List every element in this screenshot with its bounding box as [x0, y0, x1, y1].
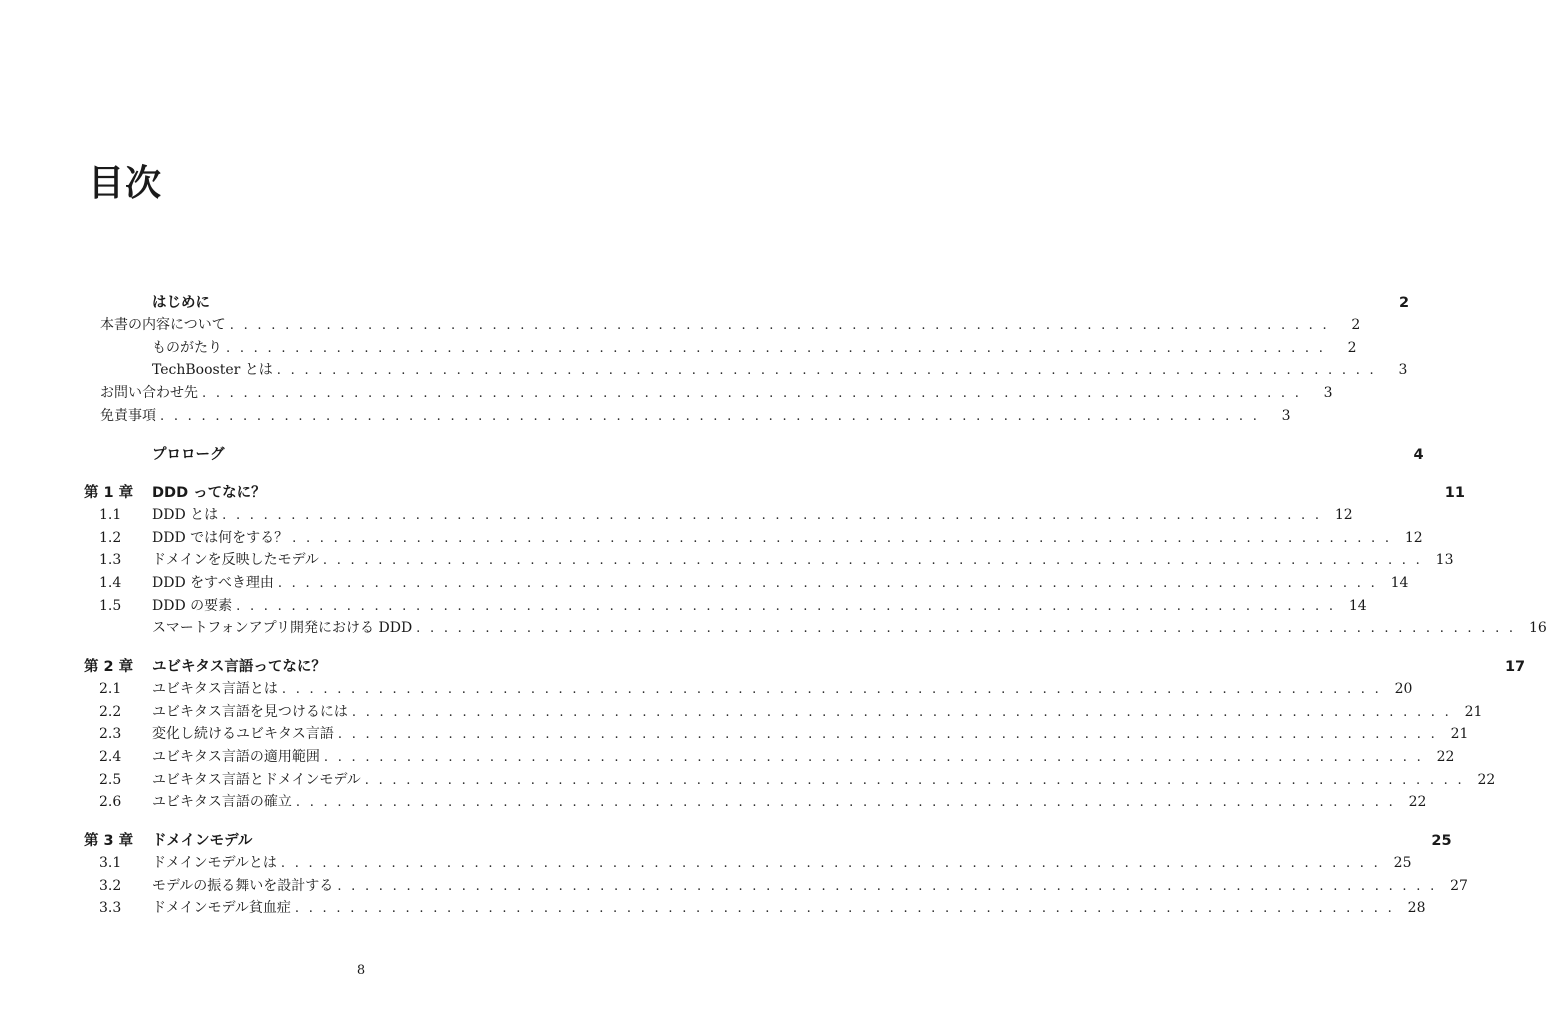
toc-entry-page: 20: [1394, 681, 1413, 697]
dot-leader: ................................................................................: [226, 341, 1333, 356]
toc-entry-title: DDD の要素: [152, 598, 233, 614]
toc-title: 目次: [88, 163, 163, 204]
toc-entry[interactable]: [84, 791, 1427, 813]
toc-entry[interactable]: [84, 382, 1333, 404]
dot-leader: ................................................................................: [280, 856, 1388, 871]
toc-entry[interactable]: [84, 678, 1413, 700]
toc-entry-page: 22: [1477, 772, 1496, 788]
toc-chapter[interactable]: [84, 443, 1424, 465]
toc-entry-page: 12: [1334, 507, 1353, 523]
dot-leader: ................................................................................: [277, 576, 1385, 591]
toc-entry[interactable]: [84, 314, 1361, 336]
toc-entry-title: ドメインモデル: [152, 833, 253, 849]
toc-chapter[interactable]: [84, 481, 1465, 503]
toc-entry[interactable]: [84, 504, 1353, 526]
toc-entry[interactable]: [84, 405, 1291, 427]
toc-entry-page: 14: [1390, 575, 1409, 591]
toc-entry-title: 変化し続けるユビキタス言語: [152, 726, 334, 742]
toc-entry-page: 22: [1408, 794, 1427, 810]
toc-entry-title: ユビキタス言語の確立: [152, 794, 292, 810]
toc-entry-page: 3: [1281, 408, 1291, 424]
dot-leader: ................................................................................: [229, 318, 1337, 333]
toc-entry-number: 1.5: [99, 598, 122, 614]
toc-entry[interactable]: [84, 359, 1408, 381]
toc-entry-title: ドメインモデル貧血症: [152, 900, 291, 916]
dot-leader: ................................................................................: [160, 409, 1267, 424]
toc-entry-number: 2.2: [99, 704, 122, 720]
dot-leader: ................................................................................: [281, 682, 1389, 697]
dot-leader: ................................................................................: [202, 386, 1309, 401]
dot-leader: ................................................................................: [322, 553, 1430, 568]
toc-entry[interactable]: [84, 595, 1367, 617]
toc-entry-page: 21: [1464, 704, 1483, 720]
dot-leader: ................................................................................: [236, 599, 1343, 614]
toc-entry-title: ユビキタス言語の適用範囲: [152, 749, 320, 765]
toc-entry[interactable]: [84, 617, 1547, 639]
toc-entry-title: ユビキタス言語を見つけるには: [152, 704, 348, 720]
toc-entry[interactable]: [84, 769, 1496, 791]
dot-leader: ................................................................................: [222, 508, 1329, 523]
toc-entry[interactable]: [84, 572, 1409, 594]
toc-entry-page: 21: [1450, 726, 1469, 742]
toc-entry-number: 3.1: [99, 855, 122, 871]
toc-entry-title: お問い合わせ先: [100, 385, 198, 401]
toc-entry-title: ユビキタス言語とは: [152, 681, 278, 697]
toc-entry-page: 28: [1407, 900, 1426, 916]
toc-entry[interactable]: [84, 897, 1426, 919]
toc-entry-number: 1.1: [99, 507, 122, 523]
toc-entry-page: 2: [1351, 317, 1361, 333]
toc-entry-number: 1.4: [99, 575, 122, 591]
toc-entry-page: 11: [1444, 485, 1465, 501]
page-number: 8: [356, 963, 366, 978]
toc-entry-page: 2: [1398, 295, 1410, 311]
toc-entry-number: 2.3: [99, 726, 122, 742]
toc-entry-title: TechBooster とは: [152, 362, 273, 378]
toc-entry-page: 3: [1323, 385, 1333, 401]
toc-entry-number: 3.2: [99, 878, 122, 894]
toc-entry[interactable]: [84, 723, 1469, 745]
toc-entry-number: 2.6: [99, 794, 122, 810]
dot-leader: ................................................................................: [323, 750, 1431, 765]
toc-entry-title: DDD をすべき理由: [152, 575, 274, 591]
dot-leader: ................................................................................: [276, 363, 1384, 378]
toc-entry-page: 25: [1393, 855, 1412, 871]
toc-entry-title: DDD では何をする？: [152, 530, 289, 546]
toc-entry-title: DDD とは: [152, 507, 219, 523]
toc-chapter[interactable]: [84, 829, 1452, 851]
toc-entry-number: 3.3: [99, 900, 122, 916]
toc-entry[interactable]: [84, 337, 1357, 359]
toc-entry-number: 第 3 章: [84, 833, 134, 849]
toc-entry-page: 16: [1528, 620, 1547, 636]
toc-entry-title: 免責事項: [100, 408, 156, 424]
toc-entry-number: 1.2: [99, 530, 122, 546]
toc-entry[interactable]: [84, 746, 1455, 768]
toc-entry-number: 第 2 章: [84, 659, 134, 675]
toc-entry-title: 本書の内容について: [100, 317, 226, 333]
toc-entry-number: 1.3: [99, 552, 122, 568]
toc-entry-page: 17: [1504, 659, 1526, 675]
dot-leader: ................................................................................: [295, 795, 1403, 810]
dot-leader: ................................................................................: [294, 901, 1402, 916]
toc-entry-page: 25: [1431, 833, 1452, 849]
toc-entry-title: ドメインを反映したモデル: [152, 552, 319, 568]
toc-entry-page: 3: [1398, 362, 1408, 378]
toc-entry-page: 13: [1435, 552, 1454, 568]
toc-entry[interactable]: [84, 549, 1454, 571]
toc-entry-title: ものがたり: [152, 340, 222, 356]
toc-entry-title: プロローグ: [152, 447, 225, 463]
toc-entry[interactable]: [84, 527, 1423, 549]
toc-entry[interactable]: [84, 701, 1483, 723]
dot-leader: ................................................................................: [351, 705, 1459, 720]
toc-entry-number: 2.1: [99, 681, 122, 697]
toc-entry[interactable]: [84, 852, 1412, 874]
dot-leader: ................................................................................: [292, 531, 1399, 546]
dot-leader: ................................................................................: [364, 773, 1472, 788]
dot-leader: ................................................................................: [337, 727, 1445, 742]
toc-entry-page: 2: [1347, 340, 1357, 356]
toc-entry[interactable]: [84, 875, 1468, 897]
toc-entry-title: ユビキタス言語とドメインモデル: [152, 772, 361, 788]
toc-entry-title: ユビキタス言語ってなに？: [152, 659, 326, 675]
toc-entry-page: 12: [1404, 530, 1423, 546]
toc-entry-page: 22: [1436, 749, 1455, 765]
toc-entry-page: 27: [1450, 878, 1468, 894]
toc-chapter[interactable]: [84, 291, 1410, 313]
toc-entry-number: 2.4: [99, 749, 122, 765]
toc-entry-page: 14: [1348, 598, 1367, 614]
toc-entry-title: ドメインモデルとは: [152, 855, 277, 871]
dot-leader: ................................................................................: [337, 879, 1444, 894]
dot-leader: ................................................................................: [416, 621, 1523, 636]
toc-chapter[interactable]: [84, 655, 1526, 677]
toc-entry-title: スマートフォンアプリ開発における DDD: [152, 620, 413, 636]
toc-entry-title: モデルの振る舞いを設計する: [152, 878, 334, 894]
toc-entry-number: 第 1 章: [84, 485, 134, 501]
toc-entry-title: DDD ってなに？: [152, 485, 266, 501]
toc-entry-number: 2.5: [99, 772, 122, 788]
toc-entry-page: 4: [1413, 447, 1424, 463]
toc-entry-title: はじめに: [152, 295, 210, 311]
